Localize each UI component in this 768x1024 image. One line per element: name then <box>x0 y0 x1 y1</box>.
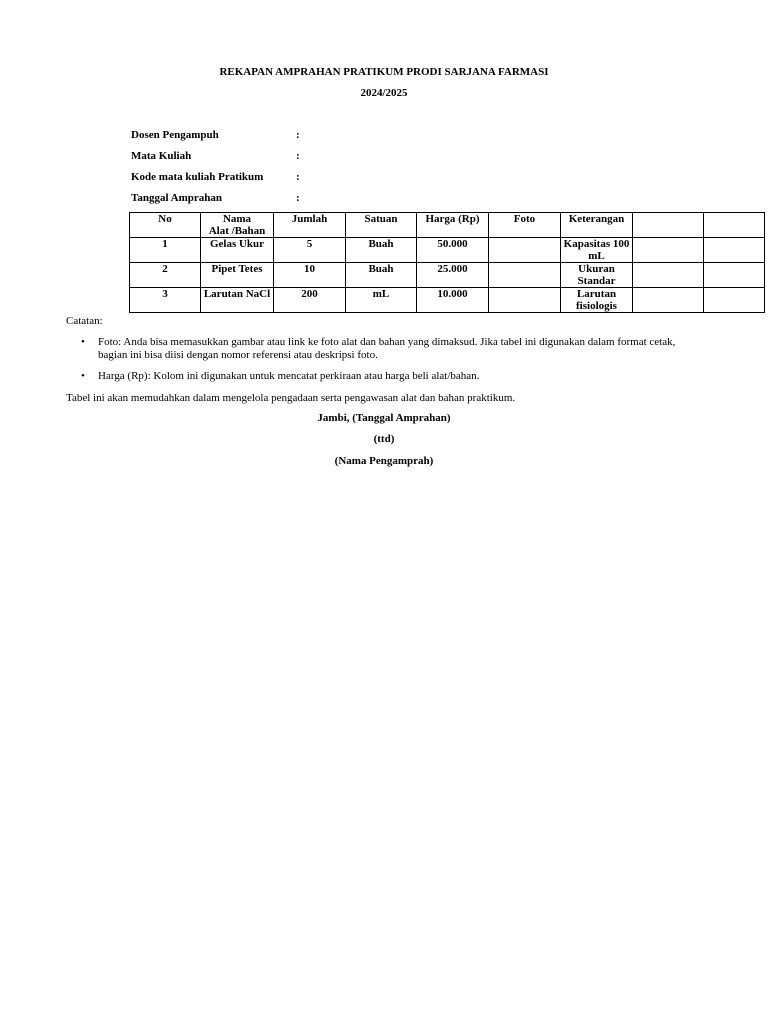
table-header-row <box>130 213 765 238</box>
cell-empty <box>704 263 765 288</box>
header-empty-1 <box>633 213 704 238</box>
field-tanggal-amprahan <box>131 192 300 204</box>
cell-harga: 25.000 <box>417 263 489 288</box>
cell-foto <box>489 263 561 288</box>
field-mata-kuliah <box>131 150 300 162</box>
cell-harga: 50.000 <box>417 238 489 263</box>
notes-list <box>66 336 686 391</box>
header-harga: Harga (Rp) <box>417 213 489 238</box>
field-label: Kode mata kuliah Pratikum <box>131 171 264 183</box>
cell-jumlah: 200 <box>274 288 346 313</box>
cell-jumlah: 10 <box>274 263 346 288</box>
field-dosen-pengampuh <box>131 129 300 141</box>
notes-heading: Catatan: <box>66 315 103 327</box>
header-empty-2 <box>704 213 765 238</box>
closing-text: Tabel ini akan memudahkan dalam mengelola pengadaan serta pengawasan alat dan bahan praktikum. <box>66 392 516 404</box>
header-satuan: Satuan <box>346 213 417 238</box>
cell-no: 3 <box>130 288 201 313</box>
table-row <box>130 263 765 288</box>
list-item: • Harga (Rp): Kolom ini digunakan untuk mencatat perkiraan atau harga beli alat/bahan. <box>66 370 686 383</box>
cell-jumlah: 5 <box>274 238 346 263</box>
cell-keterangan: Ukuran Standar <box>561 263 633 288</box>
header-foto: Foto <box>489 213 561 238</box>
cell-foto <box>489 288 561 313</box>
cell-nama: Larutan NaCl <box>201 288 274 313</box>
header-no: No <box>130 213 201 238</box>
cell-empty <box>704 288 765 313</box>
field-colon: : <box>296 150 300 162</box>
cell-empty <box>633 288 704 313</box>
cell-satuan: Buah <box>346 238 417 263</box>
table-row <box>130 238 765 263</box>
cell-keterangan: Larutan fisiologis <box>561 288 633 313</box>
header-jumlah: Jumlah <box>274 213 346 238</box>
field-label: Tanggal Amprahan <box>131 192 222 204</box>
academic-year: 2024/2025 <box>360 87 408 99</box>
cell-satuan: Buah <box>346 263 417 288</box>
cell-no: 1 <box>130 238 201 263</box>
header-nama-line1: Nama <box>222 213 252 225</box>
cell-empty <box>633 263 704 288</box>
cell-harga: 10.000 <box>417 288 489 313</box>
document-title: REKAPAN AMPRAHAN PRATIKUM PRODI SARJANA FARMASI <box>219 66 549 78</box>
cell-nama: Pipet Tetes <box>201 263 274 288</box>
cell-keterangan: Kapasitas 100 mL <box>561 238 633 263</box>
field-label: Mata Kuliah <box>131 150 192 162</box>
signature-ttd: (ttd) <box>373 433 395 445</box>
signature-place-date: Jambi, (Tanggal Amprahan) <box>317 412 451 424</box>
field-colon: : <box>296 192 300 204</box>
field-colon: : <box>296 171 300 183</box>
table-row <box>130 288 765 313</box>
field-label: Dosen Pengampuh <box>131 129 219 141</box>
header-nama-line2: Alat /Bahan <box>208 225 266 237</box>
cell-empty <box>704 238 765 263</box>
cell-no: 2 <box>130 263 201 288</box>
cell-satuan: mL <box>346 288 417 313</box>
field-colon: : <box>296 129 300 141</box>
signature-name: (Nama Pengamprah) <box>334 455 434 467</box>
header-nama-alat-bahan <box>201 213 274 238</box>
cell-foto <box>489 238 561 263</box>
list-item: • Foto: Anda bisa memasukkan gambar atau link ke foto alat dan bahan yang dimaksud. Jika tabel ini digunakan dalam format cetak, bagian ini bisa diisi dengan nomor referensi atau deskripsi foto. <box>66 336 686 362</box>
cell-empty <box>633 238 704 263</box>
field-kode-mata-kuliah <box>131 171 300 183</box>
amprahan-table <box>129 212 765 313</box>
header-keterangan: Keterangan <box>561 213 633 238</box>
cell-nama: Gelas Ukur <box>201 238 274 263</box>
